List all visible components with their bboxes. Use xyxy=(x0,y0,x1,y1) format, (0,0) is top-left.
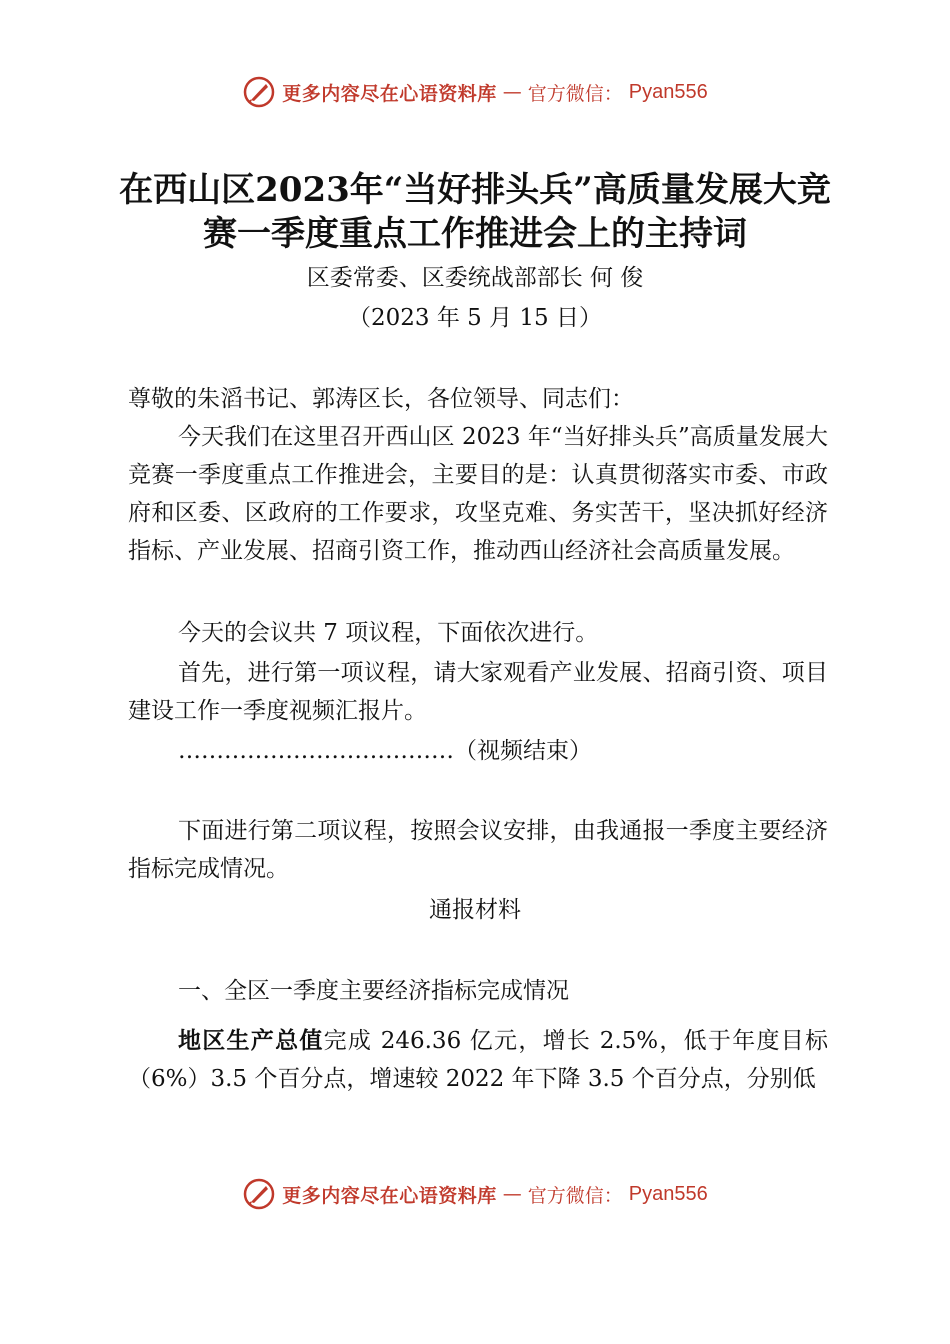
document-title-line-1: 在西山区2023年“当好排头兵”高质量发展大竞 xyxy=(119,170,831,210)
watermark-dash: — xyxy=(502,1183,522,1205)
watermark-official: 官方微信： xyxy=(527,82,623,105)
paragraph-second-item: 下面进行第二项议程，按照会议安排，由我通报一季度主要经济指标完成情况。 xyxy=(128,818,828,882)
watermark-text: 更多内容尽在心语资料库 xyxy=(282,1184,497,1207)
quill-logo-icon xyxy=(242,75,276,109)
paragraph-intro: 今天我们在这里召开西山区 2023 年“当好排头兵”高质量发展大竞赛一季度重点工作推进会，主要目的是：认真贯彻落实市委、市政府和区委、区政府的工作要求，攻坚克难、务实苦干，坚决抓好经济指标、产业发展、招商引资工作，推动西山经济社会高质量发展。 xyxy=(128,424,828,564)
paragraph-agenda: 今天的会议共 7 项议程，下面依次进行。 xyxy=(178,620,599,646)
watermark-id: Pyan556 xyxy=(628,1182,708,1205)
heading-indicators: 一、全区一季度主要经济指标完成情况 xyxy=(178,978,569,1004)
quill-logo-icon xyxy=(242,1177,276,1211)
document-title-line-2: 赛一季度重点工作推进会上的主持词 xyxy=(203,214,747,254)
watermark-footer xyxy=(0,1174,950,1214)
paragraph-gdp xyxy=(128,1022,828,1098)
document-author: 区委常委、区委统战部部长 何 俊 xyxy=(306,265,644,291)
paragraph-video-end: ………………………………（视频结束） xyxy=(178,738,592,764)
watermark-official: 官方微信： xyxy=(527,1184,623,1207)
section-title: 通报材料 xyxy=(429,897,521,923)
gdp-term: 地区生产总值 xyxy=(178,1028,324,1054)
watermark-text: 更多内容尽在心语资料库 xyxy=(282,82,497,105)
document-date: （2023 年 5 月 15 日） xyxy=(348,305,602,331)
paragraph-first-item: 首先，进行第一项议程，请大家观看产业发展、招商引资、项目建设工作一季度视频汇报片。 xyxy=(128,660,828,724)
salutation: 尊敬的朱滔书记、郭涛区长，各位领导、同志们： xyxy=(128,386,634,412)
watermark-header xyxy=(0,72,950,112)
gdp-text: 完成 246.36 亿元，增长 2.5%，低于年度目标（6%）3.5 个百分点，增速较 2022 年下降 3.5 个百分点，分别低 xyxy=(128,1028,829,1092)
watermark-id: Pyan556 xyxy=(628,80,708,103)
watermark-dash: — xyxy=(502,81,522,103)
